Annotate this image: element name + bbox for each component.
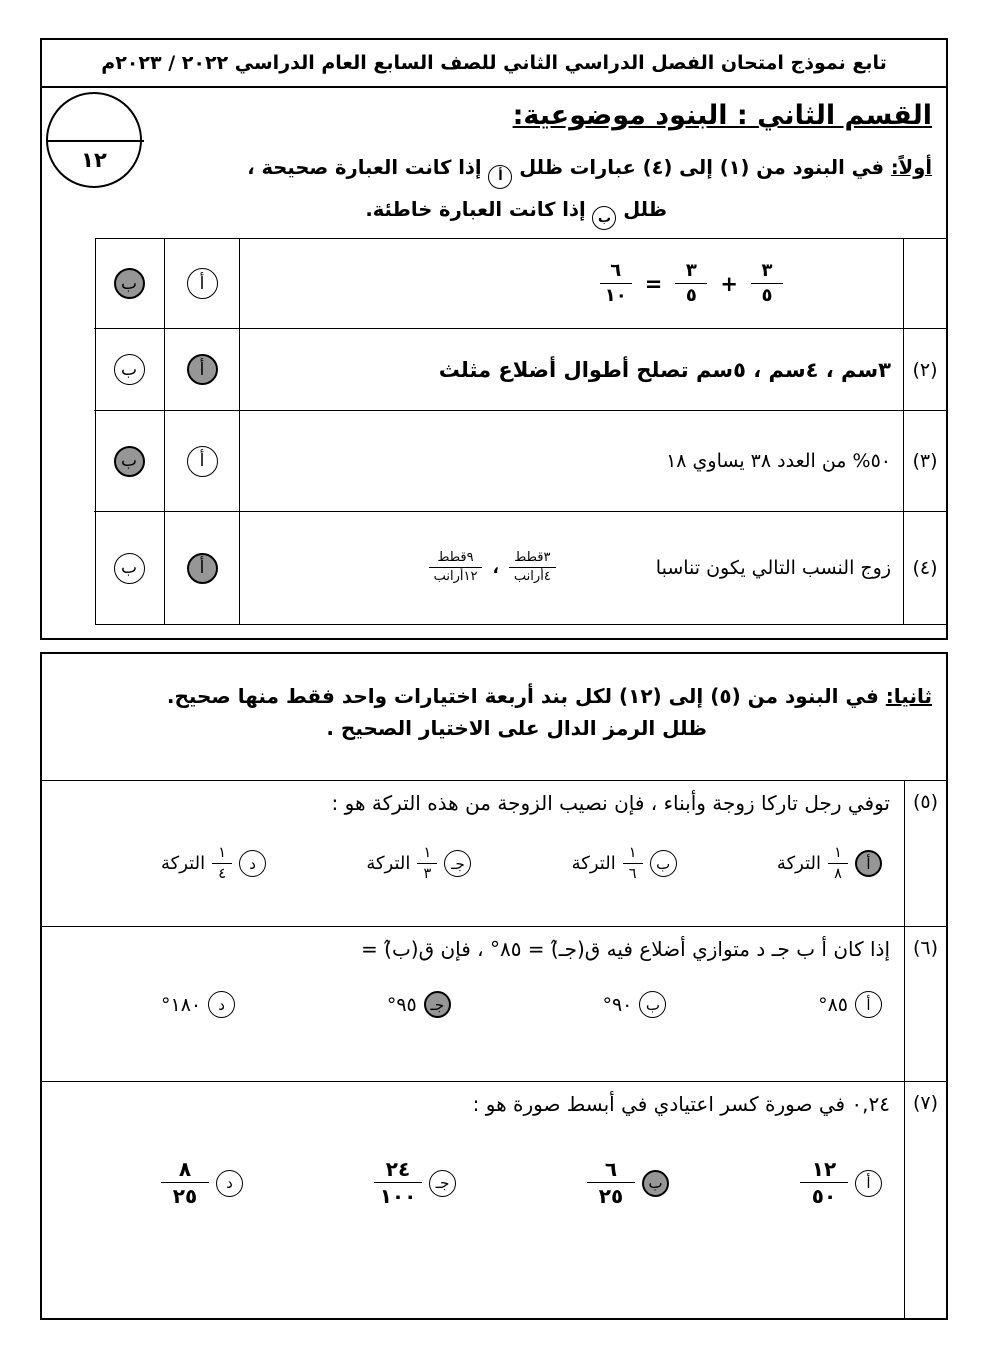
option-suffix: التركة <box>161 853 206 875</box>
item-2-statement <box>240 329 904 411</box>
fraction <box>675 261 707 306</box>
section-2-multiple-choice <box>40 652 948 1320</box>
fraction-numerator: ٣ <box>761 259 773 281</box>
option-b <box>572 845 677 882</box>
statement-text: ٥٠% من العدد ٣٨ يساوي ١٨ <box>666 450 891 472</box>
fraction <box>429 551 483 585</box>
option-d <box>161 845 266 882</box>
score-value: ١٢ <box>81 148 107 172</box>
fraction-denominator: ٢٥ <box>161 1182 209 1208</box>
item-4-statement <box>240 512 904 624</box>
fraction-denominator: ٤أرانب <box>509 567 556 585</box>
part1-instructions <box>247 156 932 239</box>
question-5 <box>42 780 946 926</box>
item-2-answer-a-cell <box>165 329 240 411</box>
fraction-denominator: ١٢أرانب <box>429 567 483 585</box>
item-1-number <box>904 239 946 329</box>
score-circle <box>46 92 142 188</box>
option-d-bubble: د <box>216 1170 243 1197</box>
fraction <box>374 1158 422 1208</box>
fraction-numerator: ٣قطط <box>514 550 551 566</box>
option-value: ٨٥° <box>818 993 848 1016</box>
question-5-number: (٥) <box>904 781 946 926</box>
question-6-text: إذا كان أ ب جـ د متوازي أضلاع فيه ق(جـ̂) = ٨٥° ، فإن ق(ب̂) = <box>361 937 890 961</box>
section-title: القسم الثاني : البنود موضوعية: <box>512 100 932 131</box>
fraction-denominator: ٥ <box>675 283 707 307</box>
fraction-numerator: ١ <box>423 845 432 861</box>
question-7 <box>42 1081 946 1318</box>
option-b <box>587 1158 669 1208</box>
item-4-answer-a-cell <box>165 512 240 624</box>
choice-a-badge: أ <box>488 165 512 189</box>
item-3-choice-a-bubble: أ <box>187 446 218 477</box>
fraction-denominator: ٤ <box>212 863 232 883</box>
fraction <box>600 261 632 306</box>
question-7-options <box>56 1158 890 1208</box>
option-a <box>800 1158 882 1208</box>
option-a <box>818 991 882 1018</box>
item-2-number: (٢) <box>904 329 946 411</box>
header-title: تابع نموذج امتحان الفصل الدراسي الثاني للصف السابع العام الدراسي ٢٠٢٢ / ٢٠٢٣م <box>101 52 887 74</box>
option-suffix: التركة <box>366 853 411 875</box>
fraction <box>212 845 232 882</box>
fraction <box>587 1158 635 1208</box>
fraction-numerator: ٦ <box>604 1157 618 1181</box>
part1-instruction-line-1 <box>247 156 932 189</box>
question-6-body <box>42 927 904 1081</box>
question-5-options <box>56 845 890 882</box>
true-false-table <box>95 238 947 625</box>
option-b <box>602 991 666 1018</box>
question-7-text: ٠,٢٤ في صورة كسر اعتيادي في أبسط صورة هو : <box>472 1092 890 1116</box>
item-1-answer-a-cell <box>165 239 240 329</box>
item-4-choice-b-bubble: ب <box>114 553 145 584</box>
option-value: ١٨٠° <box>161 993 202 1016</box>
fraction-numerator: ١ <box>218 845 226 861</box>
option-a-bubble: أ <box>855 991 882 1018</box>
part1-instruction-text-1: في البنود من (١) إلى (٤) عبارات ظلل <box>519 156 885 179</box>
fraction-denominator: ٥٠ <box>800 1182 848 1208</box>
statement-text: ٣سم ، ٤سم ، ٥سم تصلح أطوال أضلاع مثلث <box>438 357 891 382</box>
part2-instructions <box>56 684 932 740</box>
item-3-choice-b-bubble: ب <box>114 446 145 477</box>
fraction <box>800 1158 848 1208</box>
fraction-denominator: ٨ <box>828 863 848 883</box>
plus-operator: + <box>720 271 738 296</box>
part2-instruction-line-2: ظلل الرمز الدال على الاختيار الصحيح . <box>326 716 707 740</box>
item-2-choice-b-bubble: ب <box>114 354 145 385</box>
part2-instruction-text-1: في البنود من (٥) إلى (١٢) لكل بند أربعة اختيارات واحد فقط منها صحيح. <box>166 684 879 708</box>
option-d-bubble: د <box>239 850 266 877</box>
part1-label: أولاً: <box>890 156 932 179</box>
question-6-options <box>56 991 890 1018</box>
fraction <box>417 845 437 882</box>
item-1-choice-b-bubble: ب <box>114 268 145 299</box>
section-1-objective-items <box>40 88 948 640</box>
item-1-choice-a-bubble: أ <box>187 268 218 299</box>
fraction-numerator: ١ <box>628 845 637 861</box>
fraction <box>751 261 783 306</box>
option-c <box>366 845 471 882</box>
fraction-numerator: ١٢ <box>811 1157 837 1181</box>
item-1-statement <box>240 239 904 329</box>
part1-instruction-line-2 <box>247 198 932 231</box>
question-7-body <box>42 1082 904 1318</box>
item-1-answer-b-cell <box>94 239 165 329</box>
option-a-bubble: أ <box>855 1170 882 1197</box>
fraction <box>161 1158 209 1208</box>
option-value: ٩٠° <box>602 993 633 1016</box>
item-3-answer-a-cell <box>165 411 240 512</box>
fraction-numerator: ٣ <box>685 259 697 281</box>
fraction-denominator: ١٠ <box>600 283 632 307</box>
question-5-body <box>42 781 904 926</box>
comma-separator: ، <box>492 558 499 578</box>
fraction-denominator: ٢٥ <box>587 1182 635 1208</box>
option-b-bubble: ب <box>650 850 677 877</box>
question-5-text: توفي رجل تاركا زوجة وأبناء ، فإن نصيب الزوجة من هذه التركة هو : <box>331 791 890 815</box>
part1-instruction-text-3: ظلل <box>623 197 667 221</box>
fraction-equation <box>240 261 891 306</box>
equals-operator: = <box>644 271 663 296</box>
fraction <box>509 551 556 585</box>
option-b-bubble: ب <box>639 991 666 1018</box>
part2-instruction-line-1 <box>56 684 932 708</box>
fraction-denominator: ٦ <box>623 863 643 883</box>
question-6-number: (٦) <box>904 927 946 1081</box>
option-a <box>777 845 882 882</box>
statement-text: زوج النسب التالي يكون تناسبا <box>655 557 891 579</box>
fraction-denominator: ٥ <box>751 283 783 307</box>
option-value: ٩٥° <box>386 993 417 1016</box>
option-d <box>161 991 235 1018</box>
part1-instruction-text-4: إذا كانت العبارة خاطئة. <box>365 197 586 221</box>
item-4-answer-b-cell <box>94 512 165 624</box>
fraction-denominator: ١٠٠ <box>374 1182 422 1208</box>
fraction-numerator: ٦ <box>610 259 622 281</box>
part2-label: ثانيا: <box>885 684 932 708</box>
questions-container <box>42 780 946 1318</box>
item-2-choice-a-bubble: أ <box>187 354 218 385</box>
option-d-bubble: د <box>208 991 235 1018</box>
fraction-denominator: ٣ <box>417 863 437 883</box>
item-4-number: (٤) <box>912 557 938 579</box>
option-d <box>161 1158 243 1208</box>
part1-instruction-text-2: إذا كانت العبارة صحيحة ، <box>247 156 482 179</box>
item-3-answer-b-cell <box>94 411 165 512</box>
option-c <box>387 991 451 1018</box>
ratio-pair <box>429 551 556 585</box>
item-2-answer-b-cell <box>94 329 165 411</box>
item-3-number: (٣) <box>904 411 946 512</box>
fraction-numerator: ٩قطط <box>437 550 474 566</box>
option-suffix: التركة <box>776 853 821 875</box>
page-header <box>40 38 948 88</box>
choice-b-badge: ب <box>592 206 616 230</box>
question-6 <box>42 926 946 1081</box>
option-a-bubble: أ <box>855 850 882 877</box>
item-3-statement <box>240 411 904 512</box>
option-c <box>374 1158 456 1208</box>
ratio-statement <box>429 551 891 585</box>
option-suffix: التركة <box>571 853 616 875</box>
option-c-bubble: جـ <box>444 850 471 877</box>
fraction <box>828 845 848 882</box>
fraction <box>623 845 643 882</box>
item-4-choice-a-bubble: أ <box>187 553 218 584</box>
fraction-numerator: ٨ <box>178 1157 192 1181</box>
option-b-bubble: ب <box>642 1170 669 1197</box>
option-c-bubble: جـ <box>429 1170 456 1197</box>
question-7-number: (٧) <box>904 1082 946 1318</box>
fraction-numerator: ٢٤ <box>385 1157 411 1181</box>
option-c-bubble: جـ <box>424 991 451 1018</box>
fraction-numerator: ١ <box>834 845 842 861</box>
